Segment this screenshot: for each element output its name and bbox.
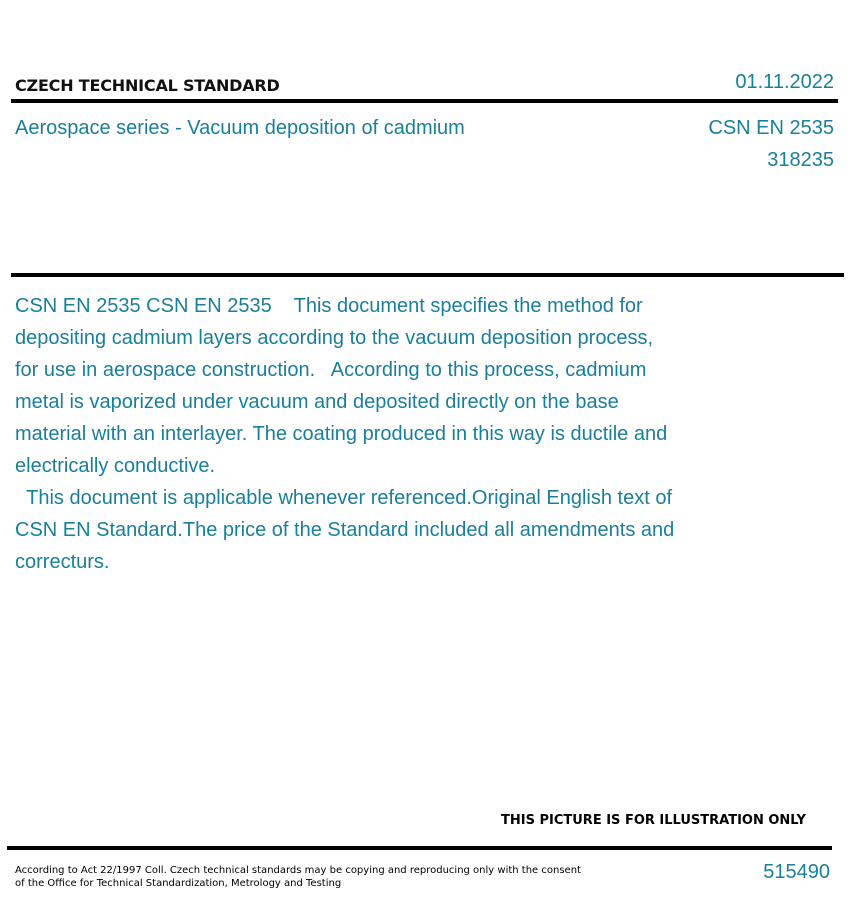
standard-title: Aerospace series - Vacuum deposition of cadmium	[15, 117, 465, 139]
standard-code: CSN EN 2535	[708, 117, 834, 139]
legal-note: According to Act 22/1997 Coll. Czech technical standards may be copying and reproducing only with the consent of the Office for Technical Standardization, Metrology and Testing	[15, 865, 581, 889]
document-type-label: CZECH TECHNICAL STANDARD	[15, 76, 280, 95]
section-rule	[11, 273, 844, 277]
publication-date: 01.11.2022	[735, 71, 834, 93]
footer-rule	[7, 846, 832, 850]
catalog-number: 318235	[767, 149, 834, 171]
header-rule	[11, 99, 838, 103]
illustration-note: THIS PICTURE IS FOR ILLUSTRATION ONLY	[501, 813, 806, 828]
footer-number: 515490	[763, 861, 830, 883]
abstract-text: CSN EN 2535 CSN EN 2535 This document specifies the method for depositing cadmium layers according to the vacuum deposition process, for use in aerospace construction. According to this process, cadmium metal is vaporized under vacuum and deposited directly on the base material with an interlayer. The coating produced in this way is ductile and electrically conductive. This document is applicable whenever referenced.Original English text of CSN EN Standard.The price of the Standard included all amendments and correcturs.	[15, 295, 675, 573]
